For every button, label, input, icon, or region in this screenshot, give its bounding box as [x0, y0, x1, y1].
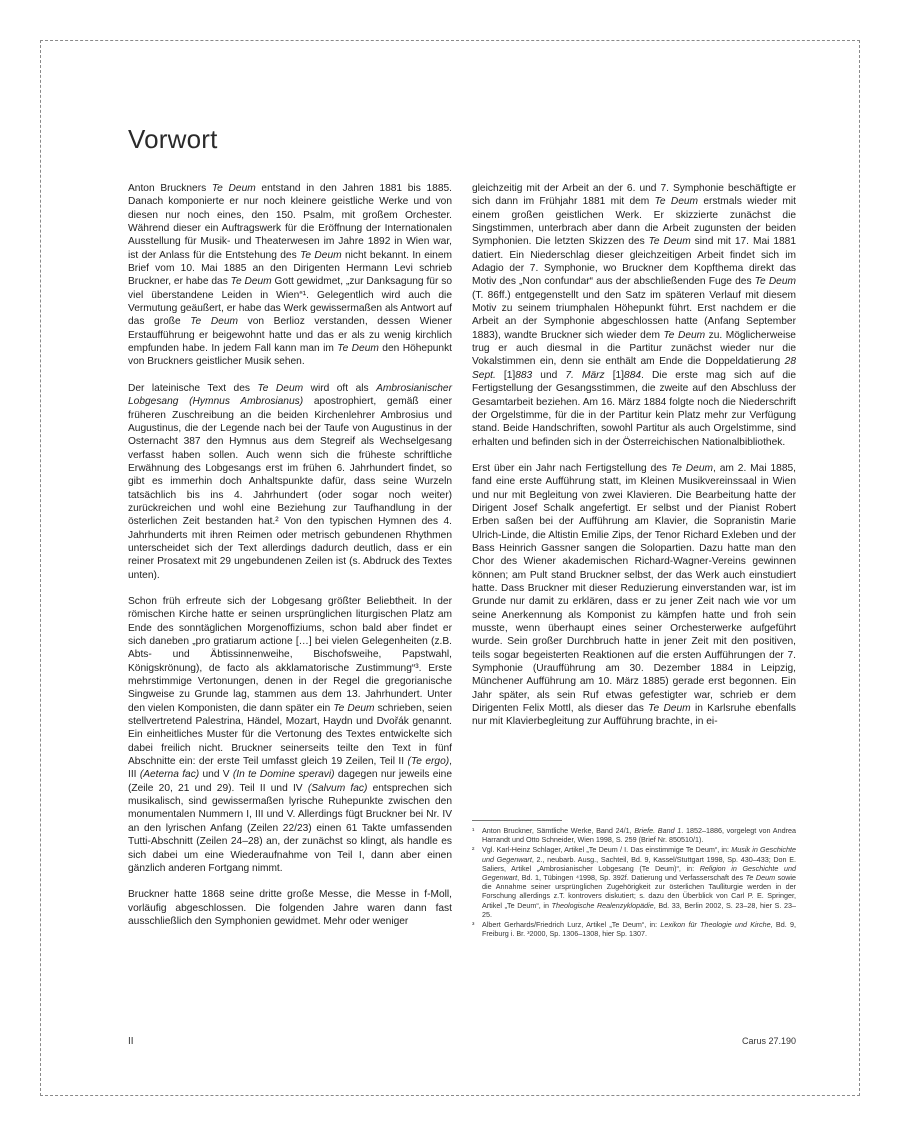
italic-text: (Aeterna fac): [139, 769, 200, 781]
italic-text: Te Deum: [230, 276, 272, 288]
paragraph: [472, 182, 796, 449]
italic-text: 883: [515, 369, 533, 381]
italic-text: 28 Sept.: [472, 356, 796, 381]
italic-text: Te Deum: [257, 382, 304, 394]
text-run: Anton Bruckners: [128, 183, 212, 194]
italic-text: Religion in Geschichte und Gegenwart: [482, 863, 796, 883]
text-run: , 2., neubarb. Ausg., Sachteil, Bd. 9, Kassel/Stuttgart 1998, Sp. 430–433; Don E. Saliers, Artikel „Ambrosianischer Lobgesang (Te Deum)“, in:: [482, 854, 796, 873]
text-run: zu. Möglicherweise trug er auch diesmal in die Partitur zunächst wieder nur die Vokalstimmen ein, denn sie enthält am Ende die Doppeldatierung: [472, 329, 796, 368]
italic-text: 7. März: [565, 369, 605, 381]
text-run: , Bd. 33, Berlin 2002, S. 23–28, hier S. 23–25.: [482, 900, 796, 919]
italic-text: Te Deum: [670, 462, 713, 474]
text-run: [1]: [604, 369, 625, 381]
text-run: von Berlioz verstanden, dessen Wiener Erstaufführung er beigewohnt hatte und das er als zu wenig kirchlich empfunden habe. In jedem Fall kann man im: [128, 316, 452, 355]
paragraph: [128, 382, 452, 582]
italic-text: 884: [624, 369, 642, 381]
text-run: und V: [199, 769, 233, 781]
text-run: wird oft als: [303, 382, 377, 394]
italic-text: Te Deum: [745, 873, 776, 883]
footnote-number: ³: [472, 920, 475, 930]
text-run: Der lateinische Text des: [128, 382, 258, 394]
text-run: schrieben, seien stellvertretend Palestrina, Händel, Mozart, Haydn und Dvořák genannt. Ein einheitliches Muster für die Vertonung des Textes entwickelte sich dabei freilich nicht. Bruckner seinerseits teilte den Text in fünf Abschnitte ein: der erste Teil umfasst gleich 19 Zeilen, Teil II: [128, 702, 452, 768]
italic-text: Te Deum: [190, 316, 239, 328]
italic-text: Te Deum: [654, 196, 699, 208]
catalog-number: Carus 27.190: [741, 1036, 796, 1046]
footnote-number: ¹: [472, 826, 475, 835]
footnote-text: [482, 845, 796, 919]
text-run: dagegen nur jeweils eine (Zeile 20, 21 und 29). Teil II und IV: [128, 769, 453, 794]
text-run: Albert Gerhards/Friedrich Lurz, Artikel „Te Deum“, in:: [482, 920, 661, 930]
text-run: und: [532, 369, 566, 381]
footnote: [472, 845, 796, 919]
italic-text: Te Deum: [648, 236, 691, 248]
paragraph: [128, 595, 452, 875]
italic-text: Te Deum: [337, 343, 379, 355]
text-run: apostrophiert, gemäß einer früheren Zuschreibung an die beiden Kirchenlehrer Ambrosius und Augustinus, die der Legende nach bei der Taufe von Augustinus in der Osternacht 387 den Hymnus aus dem Stegreif als Wechselgesang verfasst haben sollen. Auch wenn sich die früheste schriftliche Erwähnung des Lobgesangs erst im frühen 6. Jahrhundert findet, so gibt es immerhin doch Anhaltspunkte dafür, dass seine Wurzeln tatsächlich bis ins 4. Jahrhundert (oder sogar noch weiter) zurückreichen und wohl eine Beziehung zur Taufhandlung in der österlichen Zeit bestanden hat.² Von den typischen Hymnen des 4. Jahrhunderts mit ihren Reimen oder metrisch gebundenen Rhythmen unterscheidet sich der Text allerdings dadurch deutlich, dass er ein reiner Prosatext mit 29 ungebundenen Zeilen ist (s. Abdruck des Textes unten).: [128, 396, 452, 581]
text-run: Bruckner hatte 1868 seine dritte große Messe, die Messe in f-Moll, vorläufig abgeschlossen. Die folgenden Jahre waren dann fast ausschließlich den Symphonien gewidmet. Mehr oder weniger: [128, 889, 452, 927]
page-title: Vorwort: [128, 124, 218, 154]
text-run: [1]: [495, 369, 516, 381]
text-run: Anton Bruckner, Sämtliche Werke, Band 24/1,: [482, 826, 635, 835]
text-run: , Bd. 1, Tübingen ⁴1998, Sp. 392f. Datierung und Verfasserschaft des: [517, 873, 746, 883]
text-run: , am 2. Mai 1885, fand eine erste Aufführung statt, im Kleinen Musikvereinssaal in Wien und nur mit Begleitung von zwei Klavieren. Die Bearbeitung hatte der Dirigent Josef Schalk angefertigt. Er selbst und der Pianist Robert Erben saßen bei der Aufführung am Klavier, die Sopranistin Marie Ulrich-Linde, die Altistin Emilie Zips, der Tenor Richard Exleben und der Bass Heinrich Gassner sangen die Solopartien. Dazu hatte man den Chor des Wiener akademischen Richard-Wagner-Vereins gewinnen können; am Pult stand Bruckner selbst, der das Werk auch einstudiert hatte. Dass Bruckner mit dieser Reduzierung einverstanden war, ist im Grunde nur damit zu erklären, dass er zu jener Zeit nach wie vor um seine Anerkennung als Komponist zu kämpfen hatte und froh sein musste, wenn überhaupt eines seiner Orchesterwerke aufgeführt wurde. Sein großer Durchbruch hatte in jener Zeit mit den positiven, teils sogar begeisterten Reaktionen auf die ersten Aufführungen der 7. Symphonie (Uraufführung am 30. Dezember 1884 in Leipzig, Münchener Aufführung am 10. März 1885) gerade erst begonnen. Ein Jahr später, als sein Ruf etwas gefestigter war, schrieb er dem Dirigenten Felix Mottl, als dieser das: [472, 462, 796, 715]
footnote: [472, 920, 796, 938]
footnote-separator: [472, 820, 562, 821]
text-run: gleichzeitig mit der Arbeit an der 6. und 7. Symphonie beschäftigte er sich dann im Frühjahr 1881 mit dem: [472, 183, 796, 208]
italic-text: Musik in Geschichte und Gegenwart: [482, 845, 796, 864]
text-column-right: [472, 182, 796, 729]
footnotes: [472, 826, 796, 939]
text-run: sowie die Annahme seiner ursprünglichen Zugehörigkeit zur österlichen Tauſliturgie werden in der Forschung allerdings z.T. kontrovers diskutiert; s. dazu den Überblick von Carl P. E. Springer, Artikel „Te Deum“, in: [482, 873, 796, 910]
text-run: Gott gewidmet, „zur Danksagung für so viel überstandene Leiden in Wien“¹. Gelegentlich wird auch die Vermutung geäußert, er habe das Werk gewissermaßen als Antwort auf das große: [128, 276, 452, 328]
text-run: Vgl. Karl-Heinz Schlager, Artikel „Te Deum / I. Das einstimmige Te Deum“, in:: [482, 845, 732, 855]
italic-text: Briefe. Band 1: [634, 826, 682, 835]
text-run: in Karlsruhe ebenfalls nur mit Klavierbegleitung zur Aufführung brachte, in ei-: [472, 703, 796, 728]
paragraph: [128, 182, 452, 369]
text-run: den Höhepunkt von Bruckners geistlicher Musik sehen.: [128, 343, 453, 368]
text-run: , III: [128, 756, 452, 781]
text-run: nicht bekannt. In einem Brief vom 10. Mai 1885 an den Dirigenten Hermann Levi schrieb Bruckner, er habe das: [128, 249, 452, 288]
footnote-number: ²: [472, 845, 475, 855]
italic-text: Te Deum: [754, 276, 796, 288]
italic-text: Te Deum: [211, 183, 256, 194]
page-number: II: [128, 1036, 134, 1047]
text-run: Schon früh erfreute sich der Lobgesang größter Beliebtheit. In der römischen Kirche hatte er seinen ursprünglichen liturgischen Platz am Ende des sonntäglichen Morgenoffiziums, schon bald aber findet er sich daneben „pro gratiarum actione […] bei vielen Gelegenheiten (z.B. Abts- und Äbtissinnenweihe, Bischofsweihe, Papstwahl, Königskrönung), de facto als akklamatorische Zustimmung“³. Erste mehrstimmige Vertonungen, denen in der Regel die gregorianische Singweise zu Grunde lag, stammen aus dem 13. Jahrhundert. Unter den vielen Komponisten, die dann später ein: [128, 595, 452, 714]
text-column-left: [128, 182, 452, 928]
italic-text: Lexikon für Theologie und Kirche: [660, 920, 771, 930]
text-run: . 1852–1886, vorgelegt von Andrea Harrandt und Otto Schneider, Wien 1998, S. 259 (Brief Nr. 850510/1).: [482, 826, 796, 845]
text-run: entstand in den Jahren 1881 bis 1885. Danach komponierte er nur noch kleinere geistliche Werke und von diesen nur noch eines, den 150. Psalm, mit großem Orchester. Während dieser ein Auftragswerk für die Eröffnung der Internationalen Ausstellung für Musik- und Theaterwesen im Jahre 1892 in Wien war, ist der Anlass für die Entstehung des: [128, 183, 452, 261]
footnote-text: [482, 826, 796, 844]
italic-text: Te Deum: [333, 702, 375, 714]
italic-text: (Te ergo): [407, 756, 450, 768]
italic-text: Te Deum: [663, 329, 706, 341]
italic-text: (Salvum fac): [307, 782, 368, 794]
text-run: . Die erste mag sich auf die Fertigstellung der Gesangsstimmen, die zweite auf den Abschluss der Gesamtarbeit beziehen. Am 16. März 1884 folgte noch die Niederschrift der Orgelstimme, für die in der Partitur kein Platz mehr zur Verfügung stand. Beide Handschriften, sowohl Partitur als auch Orgelstimme, sind erhalten und befinden sich in der Österreichischen Nationalbibliothek.: [472, 369, 796, 448]
paragraph: [472, 462, 796, 729]
italic-text: (In te Domine speravi): [232, 769, 335, 781]
footnote: [472, 826, 796, 844]
italic-text: Ambrosianischer Lobgesang (Hymnus Ambrosianus): [128, 382, 452, 408]
text-run: , Bd. 9, Freiburg i. Br. ³2000, Sp. 1306–1308, hier Sp. 1307.: [482, 920, 796, 939]
text-run: erstmals wieder mit einem großen geistlichen Werk. Er skizzierte zunächst die Singstimmen, unterbrach aber dann die Arbeit zugunsten der beiden Symphonien. Die letzten Skizzen des: [472, 196, 796, 248]
text-run: entsprechen sich musikalisch, sind gewissermaßen lyrische Ruhepunkte zwischen den monumentalen Nummern I, III und V. Allerdings fügt Bruckner bei Nr. IV an den lyrischen Anfang (Zeilen 22/23) einen 61 Takte umfassenden Tutti-Abschnitt (Zeilen 24–28) an, der zunächst so klingt, als handle es sich dabei um eine Wiederaufnahme von Teil I, dann aber einen gänzlich anderen Fortgang nimmt.: [128, 782, 452, 874]
text-run: Erst über ein Jahr nach Fertigstellung des: [472, 462, 671, 474]
italic-text: Te Deum: [300, 249, 342, 261]
text-run: sind mit 17. Mai 1881 datiert. Ein Niederschlag dieser gleichzeitigen Arbeit findet sich im Adagio der 7. Symphonie, wo Bruckner dem Kopfthema direkt das Motiv des „Non confundar“ aus der abschließenden Fuge des: [472, 236, 796, 288]
italic-text: Te Deum: [648, 703, 691, 715]
footnote-text: [482, 920, 796, 938]
paragraph: [128, 888, 452, 928]
text-run: (T. 86ff.) entgegenstellt und den Satz im späteren Verlauf mit diesem Motiv zu seinem triumphalen Höhepunkt führt. Erst nachdem er die Arbeit an der Symphonie abgeschlossen hatte (Anfang September 1883), wandte Bruckner sich wieder dem: [472, 289, 796, 341]
italic-text: Theologische Realenzyklopädie: [551, 900, 654, 910]
